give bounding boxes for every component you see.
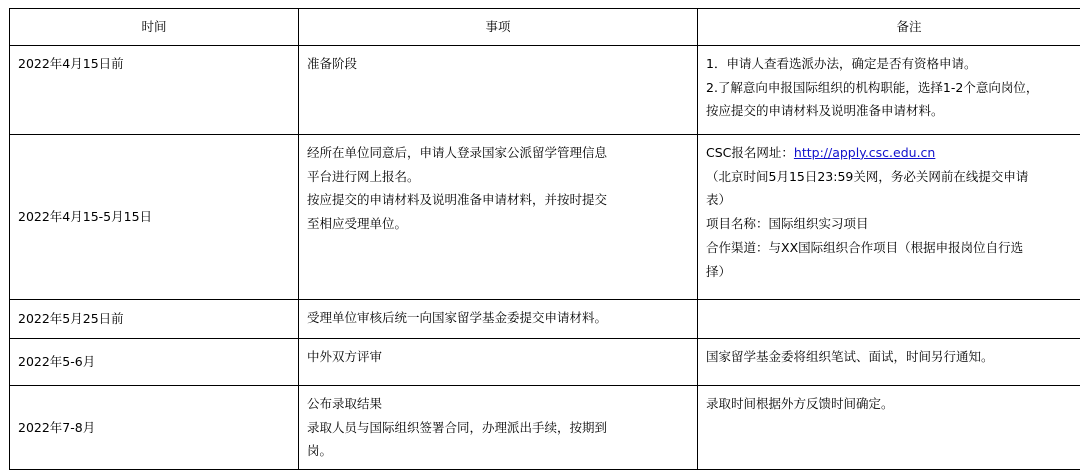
table-row xyxy=(10,134,1080,299)
cell-note xyxy=(698,134,1080,299)
cell-time: 2022年7-8月 xyxy=(10,385,299,469)
cell-time: 2022年4月15日前 xyxy=(10,45,299,134)
note-line: 按应提交的申请材料及说明准备申请材料。 xyxy=(706,99,1080,123)
item-line: 准备阶段 xyxy=(307,52,689,76)
table-header xyxy=(10,9,1080,46)
item-line: 受理单位审核后统一向国家留学基金委提交申请材料。 xyxy=(307,306,689,330)
note-line: 项目名称：国际组织实习项目 xyxy=(706,212,1080,236)
note-line: 表） xyxy=(706,188,1080,212)
item-line: 公布录取结果 xyxy=(307,392,689,416)
note-line: 合作渠道：与XX国际组织合作项目（根据申报岗位自行选 xyxy=(706,236,1080,260)
column-header-note: 备注 xyxy=(698,9,1080,46)
item-line: 岗。 xyxy=(307,439,689,463)
note-line: 国家留学基金委将组织笔试、面试，时间另行通知。 xyxy=(706,345,1080,369)
cell-item xyxy=(299,385,698,469)
column-header-item: 事项 xyxy=(299,9,698,46)
table-header-row xyxy=(10,9,1080,46)
item-line: 录取人员与国际组织签署合同，办理派出手续，按期到 xyxy=(307,416,689,440)
cell-item xyxy=(299,338,698,385)
column-header-time: 时间 xyxy=(10,9,299,46)
item-line: 平台进行网上报名。 xyxy=(307,165,689,189)
table-body xyxy=(10,45,1080,469)
table-row xyxy=(10,45,1080,134)
document-page xyxy=(0,8,1080,440)
cell-time: 2022年5-6月 xyxy=(10,338,299,385)
cell-item xyxy=(299,45,698,134)
item-line: 中外双方评审 xyxy=(307,345,689,369)
table-row xyxy=(10,385,1080,469)
item-line: 经所在单位同意后，申请人登录国家公派留学管理信息 xyxy=(307,141,689,165)
cell-note xyxy=(698,338,1080,385)
note-line: 1．申请人查看选派办法，确定是否有资格申请。 xyxy=(706,52,1080,76)
cell-time: 2022年5月25日前 xyxy=(10,299,299,338)
cell-item xyxy=(299,134,698,299)
cell-note xyxy=(698,299,1080,338)
cell-note xyxy=(698,45,1080,134)
note-line-link xyxy=(706,141,1080,165)
note-link-prefix: CSC报名网址： xyxy=(706,145,794,160)
cell-time: 2022年4月15-5月15日 xyxy=(10,134,299,299)
note-line: （北京时间5月15日23:59关网，务必关网前在线提交申请 xyxy=(706,165,1080,189)
note-line: 择） xyxy=(706,260,1080,284)
cell-note xyxy=(698,385,1080,469)
cell-item xyxy=(299,299,698,338)
note-line: 2.了解意向申报国际组织的机构职能，选择1-2个意向岗位， xyxy=(706,76,1080,100)
item-line: 至相应受理单位。 xyxy=(307,212,689,236)
note-line: 录取时间根据外方反馈时间确定。 xyxy=(706,392,1080,416)
schedule-table xyxy=(9,8,1080,470)
csc-registration-link[interactable]: http://apply.csc.edu.cn xyxy=(794,145,935,160)
table-row xyxy=(10,338,1080,385)
table-row xyxy=(10,299,1080,338)
item-line: 按应提交的申请材料及说明准备申请材料，并按时提交 xyxy=(307,188,689,212)
